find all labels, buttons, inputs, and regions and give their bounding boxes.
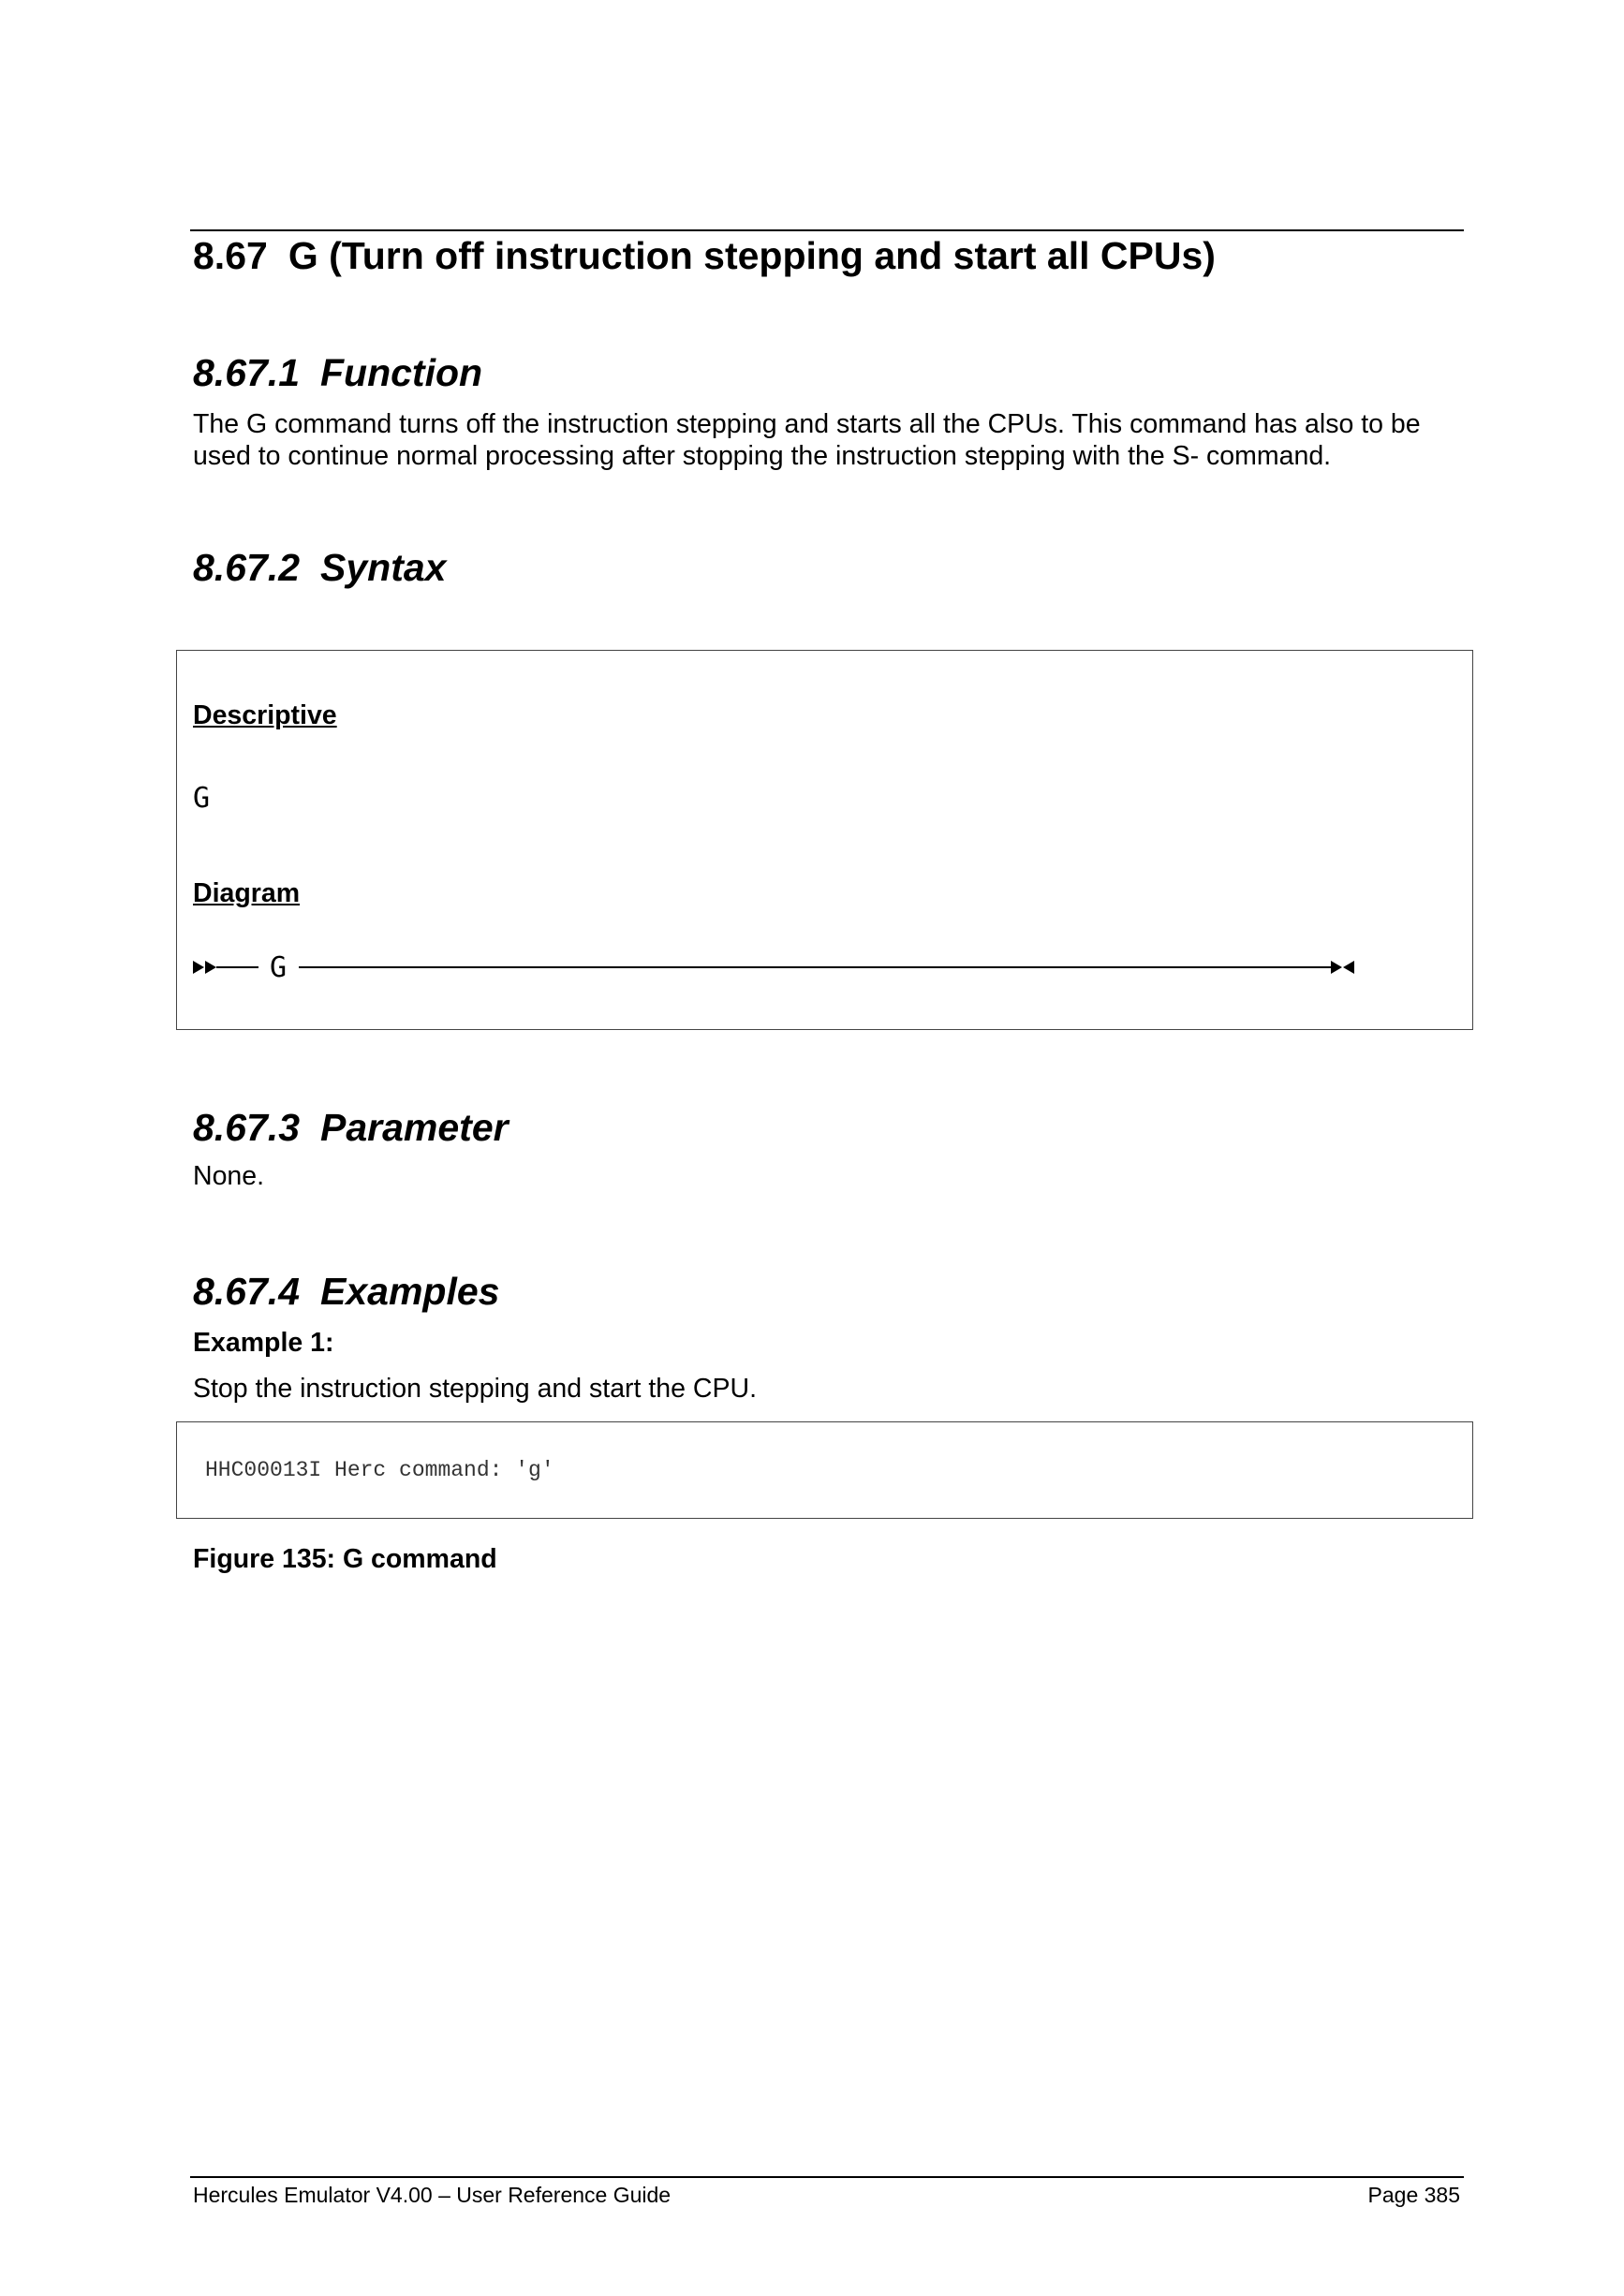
function-number: 8.67.1 (193, 351, 300, 394)
footer-right: Page 385 (1367, 2183, 1460, 2207)
example-label: Example 1: (193, 1328, 334, 1358)
syntax-title: Syntax (320, 546, 447, 589)
syntax-heading (193, 546, 447, 589)
parameter-heading (193, 1106, 509, 1149)
function-line-2: used to continue normal processing after stopping the instruction stepping with the S- command. (193, 441, 1332, 471)
header-rule (190, 229, 1464, 231)
diagram-command: G (270, 951, 288, 984)
diagram-end-arrow-left (1343, 961, 1354, 974)
function-paragraph (193, 408, 1421, 472)
figure-caption: Figure 135: G command (193, 1544, 497, 1574)
diagram-start-arrow-2 (205, 961, 216, 974)
function-line-1: The G command turns off the instruction stepping and starts all the CPUs. This command has also to be (193, 409, 1421, 439)
diagram-end-arrow-right (1331, 961, 1342, 974)
descriptive-label: Descriptive (193, 700, 337, 730)
footer-left: Hercules Emulator V4.00 – User Reference Guide (193, 2183, 672, 2207)
examples-heading (193, 1270, 500, 1313)
syntax-box (176, 650, 1473, 1030)
examples-number: 8.67.4 (193, 1270, 300, 1313)
diagram-label: Diagram (193, 878, 301, 908)
section-title: G (Turn off instruction stepping and start all CPUs) (288, 234, 1216, 277)
parameter-number: 8.67.3 (193, 1106, 300, 1149)
function-title: Function (320, 351, 483, 394)
examples-title: Examples (320, 1270, 500, 1313)
syntax-diagram (191, 949, 1371, 986)
syntax-number: 8.67.2 (193, 546, 300, 589)
section-heading (193, 234, 1216, 277)
parameter-text: None. (193, 1161, 265, 1191)
footer-rule (190, 2176, 1464, 2178)
diagram-start-arrow-1 (193, 961, 204, 974)
console-output-line: HHC00013I Herc command: 'g' (205, 1458, 554, 1482)
example-description: Stop the instruction stepping and start the CPU. (193, 1374, 758, 1404)
console-output-box (176, 1421, 1473, 1519)
parameter-title: Parameter (320, 1106, 509, 1149)
section-number: 8.67 (193, 234, 268, 277)
descriptive-value: G (193, 782, 211, 815)
function-heading (193, 351, 483, 394)
